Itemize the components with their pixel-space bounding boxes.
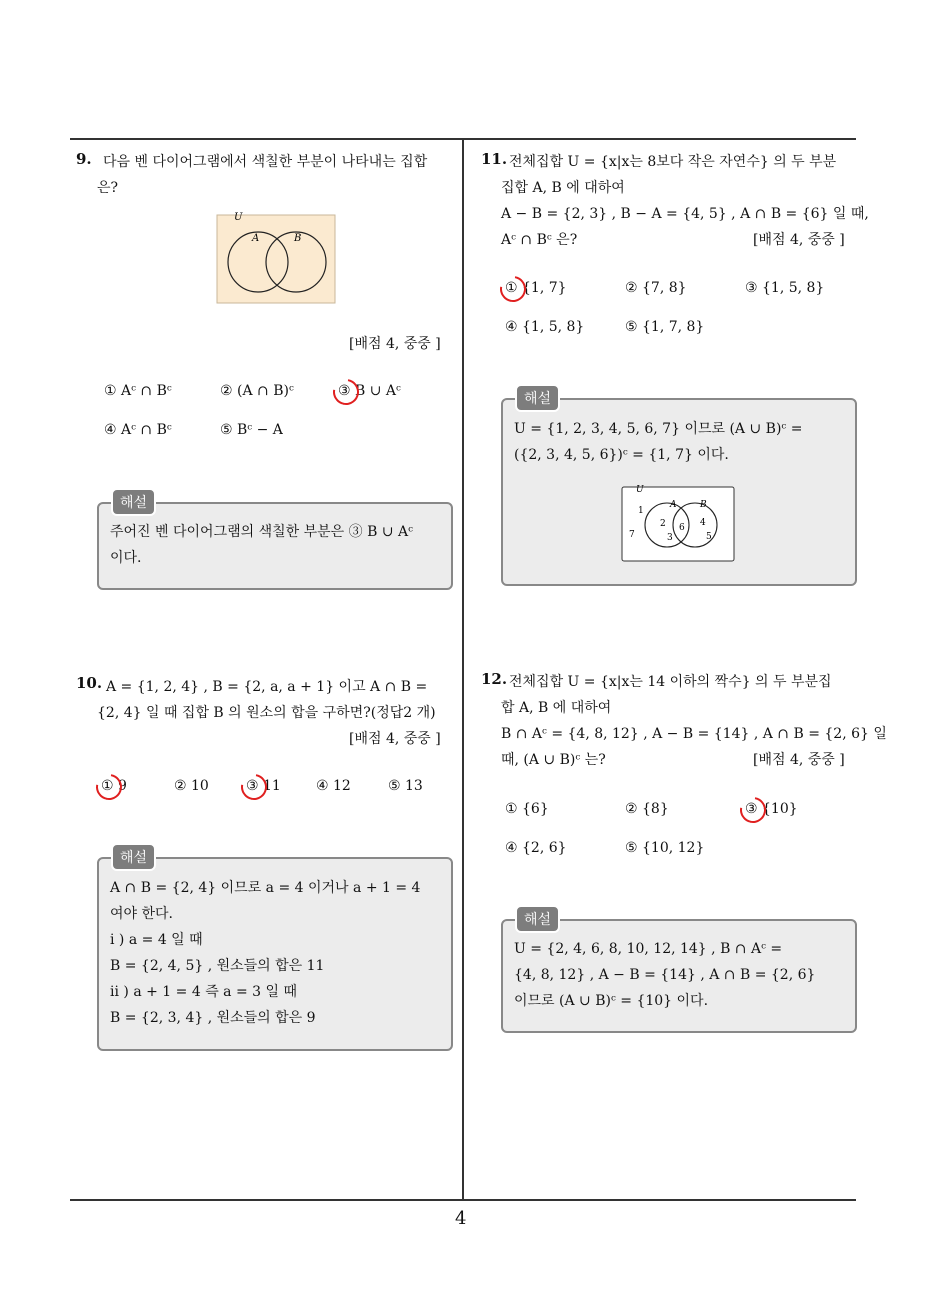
q12-choice-4[interactable]: ④ {2, 6}: [505, 840, 567, 856]
q12-text-line4: 때, (A ∪ B)ᶜ 는?: [501, 752, 606, 768]
q10-text-line1: A = {1, 2, 4} , B = {2, a, a + 1} 이고 A ∩ B =: [106, 679, 428, 695]
q12-choice-3[interactable]: ③ {10}: [745, 801, 798, 817]
q9-solution-text: [110, 519, 413, 571]
q10-choice-3[interactable]: ③ 11: [246, 778, 281, 794]
q10-number: 10.: [76, 674, 103, 692]
q11-solution-text: [514, 416, 802, 468]
q12-solution-tag: 해설: [515, 905, 560, 933]
q10-choice-1[interactable]: ① 9: [101, 778, 127, 794]
q9-venn-a-label: A: [252, 233, 260, 244]
q10-solution-text: [110, 875, 420, 1031]
q12-text-line1: 전체집합 U = {x|x는 14 이하의 짝수} 의 두 부분집: [509, 674, 832, 690]
q12-solution-line: U = {2, 4, 6, 8, 10, 12, 14} , B ∩ Aᶜ =: [514, 941, 783, 957]
q12-number: 12.: [481, 670, 508, 688]
q11-venn-4: 4: [700, 518, 706, 528]
q9-score: [배점 4, 중중 ]: [349, 336, 441, 352]
q12-solution-line: 이므로 (A ∪ B)ᶜ = {10} 이다.: [514, 993, 709, 1009]
q12-text-line2: 합 A, B 에 대하여: [501, 700, 612, 716]
q11-venn-u-label: U: [636, 485, 644, 495]
q12-choice-2[interactable]: ② {8}: [625, 801, 669, 817]
q12-score: [배점 4, 중중 ]: [753, 752, 845, 768]
q9-venn-diagram: [216, 212, 336, 304]
q9-choice-5[interactable]: ⑤ Bᶜ − A: [220, 422, 283, 438]
q12-solution-text: [514, 936, 815, 1014]
q12-choice-1[interactable]: ① {6}: [505, 801, 549, 817]
q10-solution-line: i ) a = 4 일 때: [110, 932, 203, 948]
q10-solution-line: ii ) a + 1 = 4 즉 a = 3 일 때: [110, 984, 297, 1000]
q10-solution-tag: 해설: [111, 843, 156, 871]
q11-answer-mark: [495, 271, 531, 307]
q9-choice-3[interactable]: ③ B ∪ Aᶜ: [338, 383, 401, 399]
q11-solution-tag: 해설: [515, 384, 560, 412]
q9-solution-line: 주어진 벤 다이어그램의 색칠한 부분은 ③ B ∪ Aᶜ: [110, 524, 413, 540]
q11-venn-5: 5: [706, 532, 712, 542]
q11-venn-6: 6: [679, 523, 685, 533]
q11-text-line1: 전체집합 U = {x|x는 8보다 작은 자연수} 의 두 부분: [509, 154, 837, 170]
q12-solution-line: {4, 8, 12} , A − B = {14} , A ∩ B = {2, 6}: [514, 967, 816, 983]
q11-solution-line: ({2, 3, 4, 5, 6})ᶜ = {1, 7} 이다.: [514, 447, 729, 463]
q10-choice-5[interactable]: ⑤ 13: [388, 778, 423, 794]
q10-answer-mark-1: [91, 769, 127, 805]
q9-answer-mark: [328, 374, 364, 410]
q11-choice-3[interactable]: ③ {1, 5, 8}: [745, 280, 825, 296]
q12-choice-5[interactable]: ⑤ {10, 12}: [625, 840, 705, 856]
q11-choice-1[interactable]: ① {1, 7}: [505, 280, 567, 296]
q10-text-line2: {2, 4} 일 때 집합 B 의 원소의 합을 구하면?(정답2 개): [97, 705, 436, 721]
q11-venn-2: 2: [660, 519, 666, 529]
q9-choice-2[interactable]: ② (A ∩ B)ᶜ: [220, 383, 294, 399]
q10-solution-line: B = {2, 4, 5} , 원소들의 합은 11: [110, 958, 325, 974]
q9-solution-line: 이다.: [110, 550, 142, 566]
q9-venn-u-label: U: [234, 212, 243, 223]
q11-number: 11.: [481, 150, 508, 168]
q11-text-line2: 집합 A, B 에 대하여: [501, 180, 625, 196]
q9-choice-4[interactable]: ④ Aᶜ ∩ Bᶜ: [104, 422, 172, 438]
q11-choice-5[interactable]: ⑤ {1, 7, 8}: [625, 319, 705, 335]
q10-score: [배점 4, 중중 ]: [349, 731, 441, 747]
q11-choice-2[interactable]: ② {7, 8}: [625, 280, 687, 296]
page-number: 4: [455, 1208, 467, 1229]
q11-text-line4: Aᶜ ∩ Bᶜ 은?: [501, 232, 578, 248]
column-divider: [462, 139, 464, 1201]
q10-solution-line: A ∩ B = {2, 4} 이므로 a = 4 이거나 a + 1 = 4: [110, 880, 421, 896]
q10-choice-4[interactable]: ④ 12: [316, 778, 351, 794]
q11-venn-3: 3: [667, 533, 673, 543]
q11-venn-1: 1: [638, 506, 644, 516]
q9-text-line2: 은?: [97, 180, 119, 196]
q9-solution-tag: 해설: [111, 488, 156, 516]
q11-choice-4[interactable]: ④ {1, 5, 8}: [505, 319, 585, 335]
q9-choice-1[interactable]: ① Aᶜ ∩ Bᶜ: [104, 383, 172, 399]
q11-text-line3: A − B = {2, 3} , B − A = {4, 5} , A ∩ B = {6} 일 때,: [501, 206, 869, 222]
q11-venn-a-label: A: [670, 500, 677, 510]
q11-venn-7: 7: [629, 530, 635, 540]
q11-venn-b-label: B: [700, 500, 707, 510]
q9-venn-b-label: B: [294, 233, 302, 244]
q9-text-line1: 다음 벤 다이어그램에서 색칠한 부분이 나타내는 집합: [103, 154, 428, 170]
q9-number: 9.: [76, 150, 92, 168]
q10-solution-line: 여야 한다.: [110, 906, 173, 922]
q10-answer-mark-2: [236, 769, 272, 805]
bottom-rule: [70, 1199, 856, 1201]
q11-score: [배점 4, 중중 ]: [753, 232, 845, 248]
q10-solution-line: B = {2, 3, 4} , 원소들의 합은 9: [110, 1010, 316, 1026]
q12-answer-mark: [735, 792, 771, 828]
q11-solution-venn: [620, 483, 736, 565]
q11-solution-line: U = {1, 2, 3, 4, 5, 6, 7} 이므로 (A ∪ B)ᶜ =: [514, 421, 803, 437]
q10-choice-2[interactable]: ② 10: [174, 778, 209, 794]
q12-text-line3: B ∩ Aᶜ = {4, 8, 12} , A − B = {14} , A ∩ B = {2, 6} 일: [501, 726, 887, 742]
